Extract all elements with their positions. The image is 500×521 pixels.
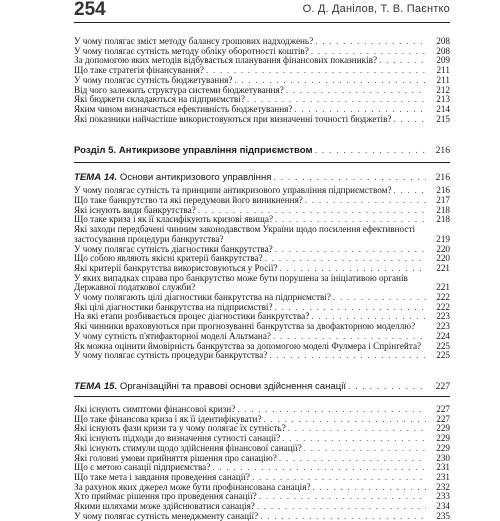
- toc-entry: Які головні умови прийняття рішення про санацію? . . . 230: [74, 454, 450, 464]
- toc-entry: Які цілі діагностики банкрутства на підприємстві? . . . 222: [74, 303, 450, 313]
- topic-heading: ТЕМА 14. Основи антикризового управління . . . 216: [74, 172, 450, 183]
- toc-entry: За допомогою яких методів відбувається планування фінансових показників? . . . 209: [74, 56, 450, 66]
- topic-title: Основи антикризового управління: [119, 172, 272, 184]
- toc-entry: Що таке криза і як її класифікують кризові явища? . . . 218: [74, 215, 450, 225]
- toc-block-2: [74, 186, 450, 361]
- toc-entry: У чому полягає сутність та принципи антикризового управління підприємством? . . . 216: [74, 186, 450, 196]
- topic-title: Організаційні та правові основи здійснення санації: [119, 380, 347, 392]
- toc-entry: Хто приймає рішення про проведення санації? . . . 233: [74, 492, 450, 502]
- toc-entry: На які етапи розбивається процес діагностики банкрутства? . . . 223: [74, 312, 450, 322]
- toc-entry: Якими шляхами може здійснюватися санація? . . . 234: [74, 502, 450, 512]
- toc-entry: Які існують підходи до визначення сутності санації? . . . 229: [74, 434, 450, 444]
- topic-label: ТЕМА 15.: [74, 380, 118, 392]
- page-number: 254: [74, 0, 106, 20]
- toc-entry: Що є метою санації підприємства? . . . 231: [74, 463, 450, 473]
- toc-entry: У чому полягає сутність менеджменту санації? . . . 235: [74, 512, 450, 521]
- toc-entry: У чому полягає сутність процедури банкрутства? . . . 225: [74, 351, 450, 361]
- toc-entry: Від чого залежить структура системи бюджетування? . . . 212: [74, 86, 450, 96]
- toc-entry: У чому сутність п'ятифакторної моделі Альтмана? . . . 224: [74, 332, 450, 342]
- toc-entry: Яким чином визначається ефективність бюджетування? . . . 214: [74, 105, 450, 115]
- topic-heading: ТЕМА 15. Організаційні та правові основи здійснення санації . . . 227: [74, 381, 450, 392]
- section-divider: [74, 162, 450, 163]
- toc-entry: Які існують стимули щодо здійснення фінансової санації? . . . 229: [74, 444, 450, 454]
- toc-entry: Що таке стратегія фінансування? . . . 211: [74, 66, 450, 76]
- toc-entry: Що таке фінансова криза і як її ідентифікувати? . . . 227: [74, 415, 450, 425]
- toc-entry: Які бюджети складаються на підприємстві? . . . 213: [74, 95, 450, 105]
- toc-entry: У чому полягають цілі діагностики банкрутства на підприємстві? . . . 222: [74, 293, 450, 303]
- toc-entry: У чому полягає сутність діагностики банкрутства? . . . 220: [74, 245, 450, 255]
- toc-entry: Які існують види банкрутства? . . . 218: [74, 206, 450, 216]
- toc-entry: Що собою являють якісні критерії банкрутства? . . . 220: [74, 254, 450, 264]
- topic-label: ТЕМА 14.: [74, 172, 118, 184]
- toc-block-1: [74, 37, 450, 124]
- toc-entry: Що таке мета і завдання проведення санації? . . . 231: [74, 473, 450, 483]
- toc-entry: Що таке банкрутство та які передумови його виникнення? . . . 217: [74, 196, 450, 206]
- section-heading: Розділ 5. Антикризове управління підприємством . . . 216: [74, 145, 450, 156]
- running-head-authors: О. Д. Данілов, Т. В. Паєнтко: [302, 3, 450, 15]
- toc-block-3: [74, 405, 450, 521]
- toc-entry: У чому полягає зміст методу балансу грошових надходжень? . . . 208: [74, 37, 450, 47]
- toc-entry: Які критерії банкрутства використовуються у Росії? . . . 221: [74, 264, 450, 274]
- page-header: [74, 0, 450, 23]
- table-of-contents: [74, 37, 450, 521]
- toc-entry: Які існують симптоми фінансової кризи? . . . 227: [74, 405, 450, 415]
- toc-entry: У чому полягає сутність бюджетування? . . . 211: [74, 76, 450, 86]
- toc-entry: У яких випадках справа про банкрутство може бути порушена за ініціативою органів Державної податкової служби? 221: [74, 272, 450, 293]
- toc-entry: Які заходи передбачені чинним законодавством України щодо посилення ефективності застосування процедури банкрутства? 219: [74, 224, 450, 244]
- toc-entry: Які існують фази кризи та у чому полягає їх сутність? . . . 229: [74, 424, 450, 434]
- toc-entry: Які чинники враховуються при прогнозуванні банкрутства за двофакторною моделлю? 223: [74, 321, 450, 332]
- toc-entry: Які показники найчастіше використовуються при визначенні точності бюджетів? . . . 215: [74, 115, 450, 125]
- toc-entry: За рахунок яких джерел може бути профінансована санація? . . . 232: [74, 483, 450, 493]
- toc-entry: У чому полягає сутність методу обліку оборотності коштів? . . . 208: [74, 47, 450, 57]
- toc-entry: Як можна оцінити ймовірність банкрутства за допомогою моделі Фулмера і Спрінгейта? 225: [74, 340, 450, 351]
- topic-divider: [74, 396, 450, 397]
